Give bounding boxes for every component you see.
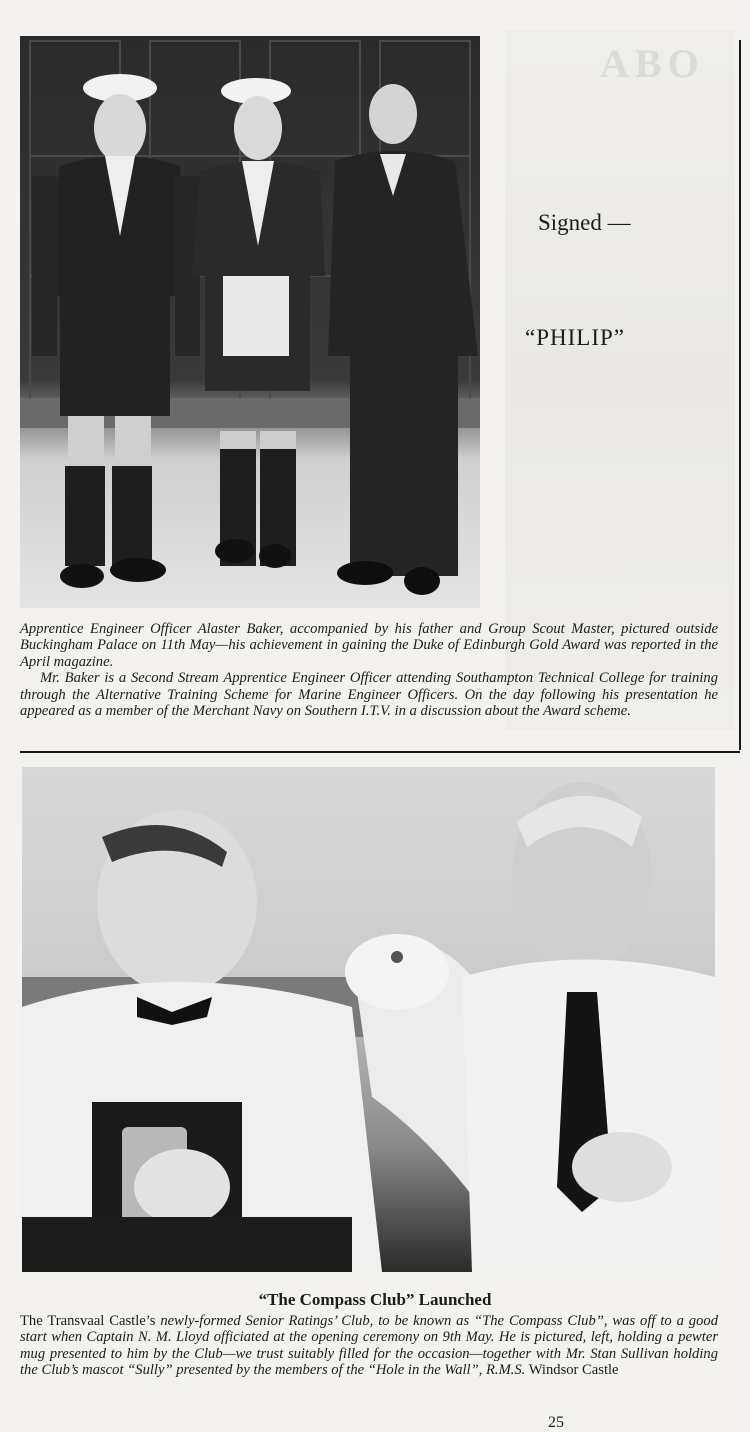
caption-paragraph-2: Mr. Baker is a Second Stream Apprentice Engineer Officer attending Southampton Technical College for training through the Alternative Training Scheme for Marine Engineer Officers. On the day following his presentation he appeared as a member of the Merchant Navy on Southern I.T.V. in a discussion about the Award scheme. bbox=[20, 670, 718, 720]
article-headline: “The Compass Club” Launched bbox=[258, 1290, 492, 1309]
article-text-italic: newly-formed Senior Ratings’ Club, to be known as “The Compass Club”, was off to a good start when Captain N. M. Lloyd officiated at the opening ceremony on 9th May. He is pictured, left, holding a pewter mug presented to him by the Club—we trust suitably filled for the occasion—together with Mr. Stan Sullivan holding the Club’s mascot “Sully” presented by the members of the “Hole in the Wall”, R.M.S. bbox=[20, 1313, 718, 1379]
bleed-through-text: ABO bbox=[600, 41, 705, 86]
section-divider bbox=[20, 751, 740, 753]
article-text-ship: Windsor Castle bbox=[525, 1362, 619, 1379]
photo-award-illustration bbox=[20, 36, 480, 608]
signed-label: Signed — bbox=[538, 210, 631, 235]
article-text-start: The Transvaal Castle’s bbox=[20, 1313, 161, 1329]
photo-compass-club-illustration bbox=[22, 767, 715, 1272]
photo-award-presentation bbox=[20, 36, 480, 608]
page-number: 25 bbox=[548, 1414, 564, 1431]
caption-paragraph-1: Apprentice Engineer Officer Alaster Baker, accompanied by his father and Group Scout Master, pictured outside Buckingham Palace on 11th May—his achievement in gaining the Duke of Edinburgh Gold Award was reported in the April magazine. bbox=[20, 621, 718, 670]
article-body bbox=[20, 1313, 718, 1379]
photo-caption-baker bbox=[20, 621, 718, 719]
column-rule bbox=[739, 40, 741, 750]
photo-compass-club bbox=[22, 767, 715, 1272]
signature-philip: “PHILIP” bbox=[525, 325, 625, 350]
